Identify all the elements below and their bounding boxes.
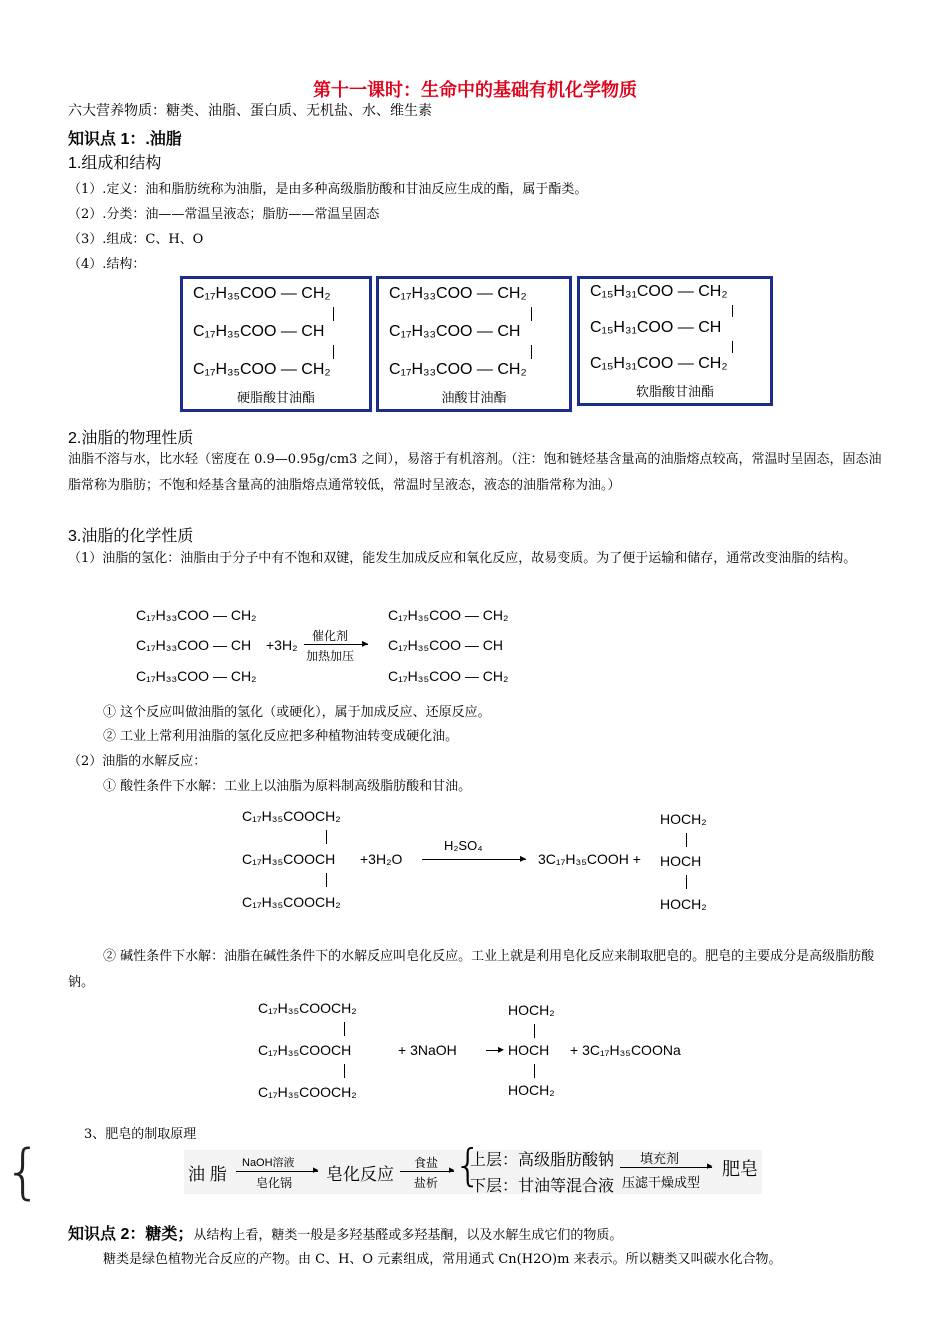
note-1: ① 这个反应叫做油脂的氢化（或硬化），属于加成反应、还原反应。 xyxy=(103,705,491,720)
arrow-above-label: 食盐 xyxy=(414,1156,439,1170)
definition-text: （1）.定义：油和脂肪统称为油脂，是由多种高级脂肪酸和甘油反应生成的酯，属于酯类。 xyxy=(68,182,588,197)
reagent: + 3NaOH xyxy=(398,1042,457,1058)
formula-line: HOCH xyxy=(508,1042,550,1058)
structure-box-stearin xyxy=(180,276,372,412)
arrow-below-label: 加热加压 xyxy=(306,649,355,663)
product: + 3C₁₇H₃₅COONa xyxy=(570,1042,681,1058)
product: 3C₁₇H₃₅COOH + xyxy=(538,851,641,867)
formula-line: HOCH xyxy=(660,853,702,869)
formula-line: C₁₇H₃₅COO — CH₂ xyxy=(388,668,509,684)
structure-line: C₁₅H₃₁COO — CH xyxy=(590,319,722,336)
formula-line: C₁₇H₃₃COO — CH₂ xyxy=(136,668,257,684)
kp2-line xyxy=(68,1221,622,1244)
reagent: +3H₂ xyxy=(266,637,298,653)
kp1-heading: 知识点 1：.油脂 xyxy=(68,131,182,148)
formula-line: C₁₇H₃₅COO — CH₂ xyxy=(388,607,509,623)
arrow-below-label: 压滤干燥成型 xyxy=(622,1175,701,1190)
flow-mid: 皂化反应 xyxy=(326,1165,394,1184)
physical-properties-text: 油脂不溶与水，比水轻（密度在 0.9—0.95g/cm3 之间），易溶于有机溶剂。（注：饱和链烃基含量高的油脂熔点较高，常温时呈固态，固态油脂常称为脂肪；不饱和烃基含量高的油脂熔点通常较低，常温时呈液态，液态的油脂常称为油。） xyxy=(68,452,882,493)
note-2: ② 工业上常利用油脂的氢化反应把多种植物油转变成硬化油。 xyxy=(103,729,459,744)
structure-caption: 软脂酸甘油酯 xyxy=(635,384,714,399)
arrow-above-label: NaOH溶液 xyxy=(242,1157,295,1169)
formula-line: C₁₇H₃₅COOCH xyxy=(242,851,336,867)
formula-line: C₁₇H₃₅COOCH₂ xyxy=(242,894,341,910)
kp2-text: 糖类是绿色植物光合反应的产物。由 C、H、O 元素组成，常用通式 Cn(H2O)m 来表示。所以糖类又叫碳水化合物。 xyxy=(103,1252,782,1267)
structure-line: C₁₇H₃₅COO — CH xyxy=(193,323,325,340)
formula-line: HOCH₂ xyxy=(660,896,707,912)
structure-line: C₁₅H₃₁COO — CH₂ xyxy=(590,355,728,372)
intro-text: 六大营养物质：糖类、油脂、蛋白质、无机盐、水、维生素 xyxy=(68,103,432,119)
hydrolysis-heading: （2）油脂的水解反应： xyxy=(68,754,207,769)
formula-line: HOCH₂ xyxy=(660,811,707,827)
section2-heading: 2.油脂的物理性质 xyxy=(68,430,194,447)
formula-line: C₁₇H₃₃COO — CH xyxy=(136,637,252,653)
structure-box-olein xyxy=(376,276,572,412)
structure-line: C₁₇H₃₅COO — CH₂ xyxy=(193,285,331,302)
kp2-heading: 知识点 2：糖类； xyxy=(68,1226,194,1243)
composition-text: （3）.组成：C、H、O xyxy=(68,232,204,247)
structure-caption: 硬脂酸甘油酯 xyxy=(236,390,315,405)
brace-icon: { xyxy=(454,1140,482,1191)
formula-line: C₁₇H₃₅COOCH xyxy=(258,1042,352,1058)
structure-line: C₁₇H₃₅COO — CH₂ xyxy=(193,361,331,378)
soap-heading: 3、肥皂的制取原理 xyxy=(84,1127,197,1142)
structure-label: （4）.结构： xyxy=(68,257,146,272)
structure-line: C₁₇H₃₃COO — CH xyxy=(389,323,521,340)
flow-upper-layer: 上层：高级脂肪酸钠 xyxy=(470,1152,615,1169)
flow-lower-layer: 下层：甘油等混合液 xyxy=(470,1178,615,1195)
section1-heading: 1.组成和结构 xyxy=(68,155,162,172)
arrow-below-label: 皂化锅 xyxy=(256,1176,293,1190)
formula-line: C₁₇H₃₅COOCH₂ xyxy=(258,1084,357,1100)
reagent: +3H₂O xyxy=(360,851,403,867)
hydrogenation-text: （1）油脂的氢化：油脂由于分子中有不饱和双键，能发生加成反应和氧化反应，故易变质。为了便于运输和储存，通常改变油脂的结构。 xyxy=(68,551,857,566)
base-hydrolysis-text: ② 碱性条件下水解：油脂在碱性条件下的水解反应叫皂化反应。工业上就是利用皂化反应来制取肥皂的。肥皂的主要成分是高级脂肪酸钠。 xyxy=(68,949,875,990)
structure-line: C₁₅H₃₁COO — CH₂ xyxy=(590,283,728,300)
arrow-below-label: 盐析 xyxy=(414,1176,439,1190)
structure-box-palmitin xyxy=(577,276,773,406)
formula-line: C₁₇H₃₅COOCH₂ xyxy=(258,1000,357,1016)
classification-text: （2）.分类：油——常温呈液态；脂肪——常温呈固态 xyxy=(68,207,380,222)
arrow-above-label: 填充剂 xyxy=(640,1151,680,1166)
acid-hydrolysis-text: ① 酸性条件下水解：工业上以油脂为原料制高级脂肪酸和甘油。 xyxy=(103,779,472,794)
structure-line: C₁₇H₃₃COO — CH₂ xyxy=(389,361,527,378)
section3-heading: 3.油脂的化学性质 xyxy=(68,528,194,545)
flow-end: 肥皂 xyxy=(722,1159,758,1179)
arrow-above-label: H₂SO₄ xyxy=(444,838,483,853)
flow-start: 油 脂 xyxy=(188,1165,227,1184)
left-brace-icon: { xyxy=(4,1137,43,1207)
formula-line: HOCH₂ xyxy=(508,1002,555,1018)
formula-line: HOCH₂ xyxy=(508,1082,555,1098)
formula-line: C₁₇H₃₃COO — CH₂ xyxy=(136,607,257,623)
structure-caption: 油酸甘油酯 xyxy=(441,390,507,405)
structure-line: C₁₇H₃₃COO — CH₂ xyxy=(389,285,527,302)
formula-line: C₁₇H₃₅COO — CH xyxy=(388,637,503,653)
arrow-above-label: 催化剂 xyxy=(312,629,349,643)
kp2-heading-rest: 从结构上看，糖类一般是多羟基醛或多羟基酮，以及水解生成它们的物质。 xyxy=(193,1228,623,1243)
formula-line: C₁₇H₃₅COOCH₂ xyxy=(242,808,341,824)
page-title: 第十一课时：生命中的基础有机化学物质 xyxy=(313,80,637,101)
